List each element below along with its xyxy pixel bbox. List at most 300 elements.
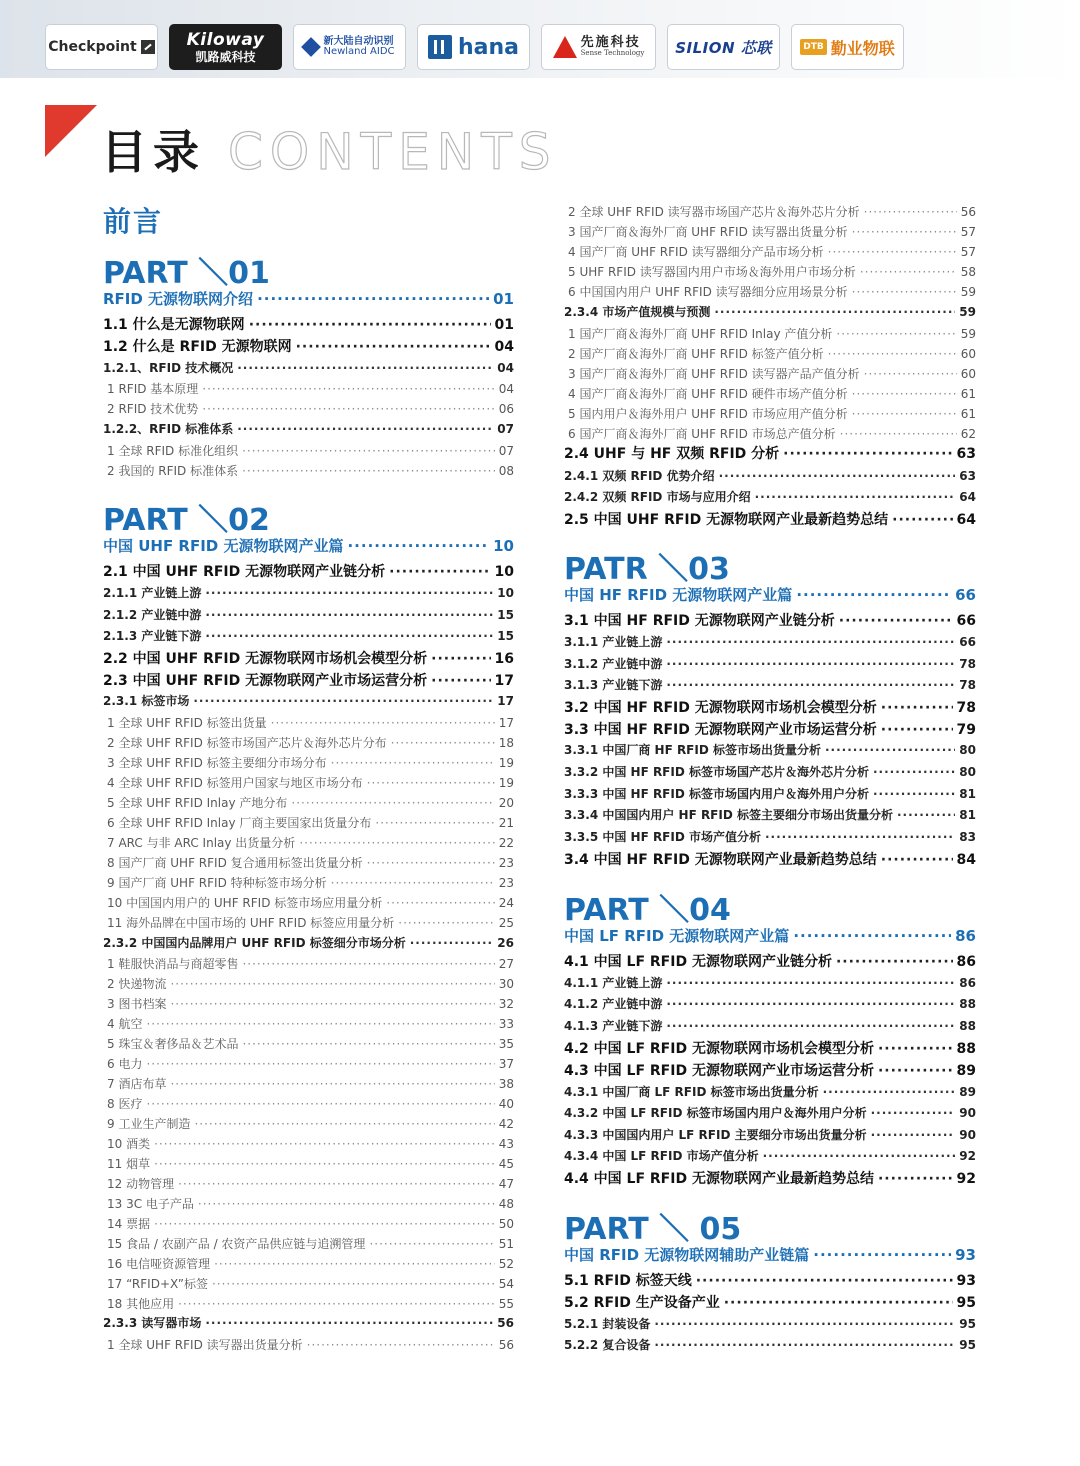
dot-leader [257, 289, 489, 309]
toc-entry[interactable] [103, 1155, 514, 1173]
toc-entry[interactable] [564, 1336, 976, 1354]
toc-entry-title: 1.2 什么是 RFID 无源物联网 [103, 339, 292, 355]
toc-entry-page: 19 [498, 776, 514, 790]
toc-entry-page: 16 [494, 651, 514, 667]
toc-entry[interactable] [564, 995, 976, 1013]
toc-entry[interactable] [103, 649, 514, 669]
toc-entry-title: 2 我国的 RFID 标准体系 [107, 464, 239, 478]
toc-entry[interactable] [103, 794, 514, 812]
dot-leader [178, 1295, 495, 1313]
toc-entry-title: 16 电信哑资源管理 [107, 1257, 211, 1271]
part-02-number: PART ＼02 [103, 503, 270, 538]
toc-entry-page: 50 [498, 1217, 514, 1231]
dot-leader [193, 692, 493, 710]
toc-entry[interactable] [103, 874, 514, 892]
dot-leader [796, 585, 951, 605]
dot-leader [873, 763, 955, 781]
toc-entry[interactable] [564, 785, 976, 803]
toc-entry-title: 4.2 中国 LF RFID 无源物联网市场机会模型分析 [564, 1041, 874, 1057]
toc-entry-title: 4.4 中国 LF RFID 无源物联网产业最新趋势总结 [564, 1171, 874, 1187]
dot-leader [878, 1039, 953, 1059]
toc-entry-page: 22 [498, 836, 514, 850]
toc-entry[interactable] [564, 741, 976, 759]
dot-leader [714, 303, 955, 321]
toc-entry-title: 6 全球 UHF RFID Inlay 厂商主要国家出货量分布 [107, 816, 372, 830]
dot-leader [836, 952, 953, 972]
toc-entry-title: 3.1.2 产业链中游 [564, 657, 663, 671]
dot-leader [367, 854, 495, 872]
dot-leader [299, 834, 494, 852]
toc-entry[interactable] [103, 606, 514, 624]
toc-entry-title: 3.3.3 中国 HF RFID 标签市场国内用户＆海外用户分析 [564, 787, 869, 801]
toc-entry-page: 80 [959, 765, 976, 779]
part-05-number: PART ＼ 05 [564, 1212, 742, 1247]
toc-entry-title: 1.2.2、RFID 标准体系 [103, 422, 234, 436]
dot-leader [296, 337, 491, 357]
toc-entry-page: 15 [497, 608, 514, 622]
kiloway-logo-cn: 凯路威科技 [195, 49, 256, 64]
toc-entry-page: 32 [498, 997, 514, 1011]
toc-entry[interactable] [103, 1095, 514, 1113]
toc-entry-page: 88 [959, 997, 976, 1011]
toc-entry[interactable] [103, 975, 514, 993]
dot-leader [852, 223, 957, 241]
toc-entry-title: 2.3.3 读写器市场 [103, 1316, 202, 1330]
toc-entry[interactable] [564, 806, 976, 824]
toc-entry-title: 2 全球 UHF RFID 标签市场国产芯片＆海外芯片分布 [107, 736, 387, 750]
toc-entry[interactable] [564, 1039, 976, 1059]
dot-leader [871, 1126, 956, 1144]
toc-entry[interactable] [564, 720, 976, 740]
dot-leader [331, 754, 495, 772]
dot-leader [242, 462, 495, 480]
part-03-number: PATR ＼03 [564, 552, 730, 587]
dot-leader [666, 655, 955, 673]
toc-entry-title: 2.4.2 双频 RFID 市场与应用介绍 [564, 490, 751, 504]
sense-logo-cn: 先施科技 [580, 35, 641, 50]
toc-entry[interactable] [564, 676, 976, 694]
toc-entry-page: 95 [959, 1317, 976, 1331]
toc-entry-page: 21 [498, 816, 514, 830]
toc-entry-page: 56 [960, 205, 976, 219]
toc-entry[interactable] [564, 611, 976, 631]
part-02-page: 10 [493, 537, 514, 555]
toc-entry-title: 4.3.4 中国 LF RFID 市场产值分析 [564, 1149, 759, 1163]
toc-entry[interactable] [103, 1135, 514, 1153]
toc-entry[interactable] [103, 1235, 514, 1253]
toc-entry-title: 1 RFID 基本原理 [107, 382, 199, 396]
part-04-number: PART ＼04 [564, 893, 731, 928]
newland-diamond-icon [302, 37, 322, 57]
part-02-subtitle[interactable] [103, 536, 514, 556]
toc-entry[interactable] [564, 467, 976, 485]
dot-leader [864, 365, 957, 383]
toc-entry-page: 35 [498, 1037, 514, 1051]
toc-entry-page: 27 [498, 957, 514, 971]
toc-entry[interactable] [103, 584, 514, 602]
toc-entry-page: 15 [497, 629, 514, 643]
toc-entry[interactable] [564, 488, 976, 506]
toc-entry[interactable] [103, 774, 514, 792]
toc-entry[interactable] [564, 263, 976, 281]
toc-entry[interactable] [564, 1147, 976, 1165]
toc-entry[interactable] [103, 671, 514, 691]
toc-entry-page: 06 [498, 402, 514, 416]
toc-entry-page: 90 [959, 1106, 976, 1120]
toc-entry[interactable] [564, 243, 976, 261]
toc-entry-page: 84 [956, 852, 976, 868]
toc-entry-title: 3.2 中国 HF RFID 无源物联网市场机会模型分析 [564, 700, 877, 716]
toc-entry[interactable] [564, 763, 976, 781]
toc-entry-title: 4 国产厂商＆海外厂商 UHF RFID 硬件市场产值分析 [568, 387, 848, 401]
dot-leader [765, 828, 955, 846]
preface-heading[interactable]: 前言 [103, 205, 164, 238]
toc-entry-page: 92 [959, 1149, 976, 1163]
dot-leader [154, 1135, 495, 1153]
toc-entry-title: 5.1 RFID 标签天线 [564, 1273, 692, 1289]
toc-entry-title: 1 全球 UHF RFID 读写器出货量分析 [107, 1338, 303, 1352]
toc-entry-page: 20 [498, 796, 514, 810]
toc-entry-title: 2.3.1 标签市场 [103, 694, 190, 708]
toc-entry-title: 11 烟草 [107, 1157, 151, 1171]
toc-entry[interactable] [103, 1015, 514, 1033]
toc-entry-title: 3.3 中国 HF RFID 无源物联网产业市场运营分析 [564, 722, 877, 738]
dot-leader [813, 1245, 951, 1265]
toc-entry[interactable] [564, 325, 976, 343]
hana-mark-icon [428, 35, 452, 59]
toc-entry-title: 7 酒店布草 [107, 1077, 167, 1091]
toc-entry-title: 17 “RFID+X”标签 [107, 1277, 208, 1291]
toc-entry[interactable] [103, 955, 514, 973]
toc-entry[interactable] [564, 283, 976, 301]
toc-entry-page: 64 [959, 490, 976, 504]
toc-entry[interactable] [103, 814, 514, 832]
dot-leader [852, 405, 957, 423]
toc-entry-page: 89 [959, 1085, 976, 1099]
dot-leader [666, 995, 955, 1013]
toc-entry[interactable] [103, 834, 514, 852]
toc-entry[interactable] [564, 405, 976, 423]
dot-leader [828, 345, 957, 363]
toc-entry[interactable] [564, 1271, 976, 1291]
toc-entry-title: 12 动物管理 [107, 1177, 175, 1191]
dot-leader [892, 510, 952, 530]
part-05-subtitle[interactable] [564, 1245, 976, 1265]
newland-logo-en: Newland AIDC [323, 46, 395, 57]
dot-leader [763, 1147, 956, 1165]
toc-entry-title: 2 全球 UHF RFID 读写器市场国产芯片＆海外芯片分析 [568, 205, 860, 219]
toc-entry-title: 9 国产厂商 UHF RFID 特种标签市场分析 [107, 876, 327, 890]
toc-entry[interactable] [564, 365, 976, 383]
toc-entry-title: 2.1 中国 UHF RFID 无源物联网产业链分析 [103, 564, 386, 580]
dot-leader [696, 1271, 953, 1291]
hana-logo-text: hana [457, 34, 519, 60]
toc-entry[interactable] [564, 698, 976, 718]
toc-entry-page: 92 [956, 1171, 976, 1187]
dot-leader [170, 995, 494, 1013]
toc-entry[interactable] [103, 359, 514, 377]
toc-entry-page: 19 [498, 756, 514, 770]
toc-entry[interactable] [564, 1315, 976, 1333]
toc-entry-title: 3.1.3 产业链下游 [564, 678, 663, 692]
toc-entry-page: 81 [959, 808, 976, 822]
toc-entry-title: 1 全球 RFID 标准化组织 [107, 444, 239, 458]
part-01-number: PART ＼01 [103, 256, 270, 291]
dot-leader [212, 1275, 495, 1293]
toc-entry-title: 4.1.3 产业链下游 [564, 1019, 663, 1033]
toc-entry[interactable] [103, 754, 514, 772]
toc-entry-title: 5.2.2 复合设备 [564, 1338, 651, 1352]
toc-entry[interactable] [103, 1175, 514, 1193]
toc-entry-title: 1 国产厂商＆海外厂商 UHF RFID Inlay 产值分析 [568, 327, 833, 341]
toc-entry-page: 54 [498, 1277, 514, 1291]
toc-entry-page: 18 [498, 736, 514, 750]
dot-leader [724, 1293, 953, 1313]
dot-leader [410, 934, 494, 952]
toc-entry[interactable] [103, 462, 514, 480]
toc-entry-page: 56 [498, 1338, 514, 1352]
dot-leader [307, 1336, 495, 1354]
toc-entry[interactable] [103, 562, 514, 582]
toc-entry-page: 66 [959, 635, 976, 649]
toc-entry[interactable] [103, 1195, 514, 1213]
toc-entry-title: 3 国产厂商＆海外厂商 UHF RFID 读写器产品产值分析 [568, 367, 860, 381]
dot-leader [871, 1104, 956, 1122]
dot-leader [719, 467, 956, 485]
toc-entry-title: 3.1 中国 HF RFID 无源物联网产业链分析 [564, 613, 835, 629]
part-04-subtitle[interactable] [564, 926, 976, 946]
toc-entry-page: 52 [498, 1257, 514, 1271]
toc-entry-page: 07 [497, 422, 514, 436]
dot-leader [431, 649, 490, 669]
toc-entry[interactable] [103, 894, 514, 912]
toc-entry-page: 43 [498, 1137, 514, 1151]
checkpoint-logo [45, 24, 158, 70]
kiloway-logo [169, 24, 282, 70]
toc-entry-page: 95 [956, 1295, 976, 1311]
toc-entry-page: 61 [960, 407, 976, 421]
toc-entry[interactable] [103, 627, 514, 645]
dot-leader [202, 400, 494, 418]
toc-entry-page: 89 [956, 1063, 976, 1079]
toc-entry-title: 3.3.4 中国国内用户 HF RFID 标签主要细分市场出货量分析 [564, 808, 893, 822]
toc-entry[interactable] [564, 203, 976, 221]
toc-entry[interactable] [103, 714, 514, 732]
toc-entry-title: 4 国产厂商 UHF RFID 读写器细分产品市场分析 [568, 245, 824, 259]
toc-entry-title: 4 全球 UHF RFID 标签用户国家与地区市场分布 [107, 776, 363, 790]
dot-leader [666, 633, 955, 651]
dot-leader [170, 975, 494, 993]
toc-entry[interactable] [564, 1126, 976, 1144]
toc-entry-page: 83 [959, 830, 976, 844]
toc-entry[interactable] [103, 1215, 514, 1233]
toc-entry-title: 2.4.1 双频 RFID 优势介绍 [564, 469, 715, 483]
toc-entry[interactable] [103, 1115, 514, 1133]
toc-entry[interactable] [564, 425, 976, 443]
toc-entry[interactable] [103, 914, 514, 932]
dot-leader [431, 671, 490, 691]
dot-leader [178, 1175, 495, 1193]
dot-leader [881, 698, 953, 718]
toc-entry[interactable] [564, 952, 976, 972]
dot-leader [783, 444, 952, 464]
page-title-en: CONTENTS [228, 123, 558, 181]
part-01-subtitle-label: RFID 无源物联网介绍 [103, 290, 254, 308]
toc-entry[interactable] [564, 850, 976, 870]
toc-entry[interactable] [103, 1314, 514, 1332]
dot-leader [154, 1215, 495, 1233]
dot-leader [242, 442, 495, 460]
dot-leader [823, 1083, 956, 1101]
dot-leader [666, 676, 955, 694]
checkpoint-logo-text: Checkpoint [48, 39, 137, 55]
dot-leader [836, 325, 956, 343]
toc-entry[interactable] [103, 1075, 514, 1093]
toc-entry[interactable] [564, 385, 976, 403]
dot-leader [654, 1336, 955, 1354]
toc-entry[interactable] [103, 337, 514, 357]
toc-entry-title: 15 食品 / 农副产品 / 农资产品供应链与追溯管理 [107, 1237, 366, 1251]
dot-leader [860, 263, 957, 281]
silion-logo-text: SILION 芯联 [675, 38, 772, 57]
toc-entry-page: 60 [960, 347, 976, 361]
toc-entry[interactable] [103, 854, 514, 872]
toc-entry-page: 93 [956, 1273, 976, 1289]
toc-entry-title: 1.2.1、RFID 技术概况 [103, 361, 234, 375]
toc-entry-title: 2 快递物流 [107, 977, 167, 991]
toc-entry[interactable] [103, 1055, 514, 1073]
part-04-subtitle-label: 中国 LF RFID 无源物联网产业篇 [564, 927, 790, 945]
toc-entry[interactable] [564, 1083, 976, 1101]
toc-entry-title: 18 其他应用 [107, 1297, 175, 1311]
toc-entry[interactable] [564, 510, 976, 530]
toc-entry-title: 1 鞋服快消品与商超零售 [107, 957, 239, 971]
page-title: 目录 [101, 125, 205, 179]
toc-entry-page: 64 [956, 512, 976, 528]
toc-entry[interactable] [564, 1061, 976, 1081]
toc-entry[interactable] [103, 1295, 514, 1313]
toc-entry-title: 14 票据 [107, 1217, 151, 1231]
toc-entry-title: 2.3.4 市场产值规模与预测 [564, 305, 711, 319]
dot-leader [347, 536, 489, 556]
toc-entry-page: 01 [494, 317, 514, 333]
toc-entry-page: 45 [498, 1157, 514, 1171]
dot-leader [146, 1095, 494, 1113]
toc-entry-page: 58 [960, 265, 976, 279]
toc-entry[interactable] [103, 934, 514, 952]
dot-leader [291, 794, 494, 812]
toc-entry[interactable] [103, 692, 514, 710]
toc-entry[interactable] [103, 380, 514, 398]
dtb-badge: DTB [800, 39, 826, 55]
kiloway-logo-en: Kiloway [186, 29, 265, 50]
toc-entry-title: 3 全球 UHF RFID 标签主要细分市场分布 [107, 756, 327, 770]
toc-entry-title: 3 国产厂商＆海外厂商 UHF RFID 读写器出货量分析 [568, 225, 848, 239]
dot-leader [897, 806, 955, 824]
toc-entry-page: 40 [498, 1097, 514, 1111]
toc-entry-page: 30 [498, 977, 514, 991]
toc-entry[interactable] [103, 442, 514, 460]
hana-logo [417, 24, 530, 70]
dot-leader [852, 385, 957, 403]
toc-entry[interactable] [564, 633, 976, 651]
toc-entry[interactable] [564, 345, 976, 363]
toc-entry[interactable] [103, 315, 514, 335]
toc-entry-title: 1 全球 UHF RFID 标签出货量 [107, 716, 267, 730]
toc-entry[interactable] [564, 974, 976, 992]
toc-entry[interactable] [103, 400, 514, 418]
toc-entry[interactable] [564, 828, 976, 846]
toc-entry[interactable] [564, 1104, 976, 1122]
dot-leader [389, 562, 490, 582]
toc-entry-title: 2.1.1 产业链上游 [103, 586, 202, 600]
dot-leader [825, 741, 955, 759]
toc-entry-title: 2 国产厂商＆海外厂商 UHF RFID 标签产值分析 [568, 347, 824, 361]
part-03-subtitle-label: 中国 HF RFID 无源物联网产业篇 [564, 586, 793, 604]
dot-leader [154, 1155, 495, 1173]
dtb-logo [791, 24, 904, 70]
toc-entry[interactable] [564, 223, 976, 241]
dot-leader [146, 1015, 494, 1033]
toc-entry-title: 3.3.2 中国 HF RFID 标签市场国产芯片＆海外芯片分析 [564, 765, 869, 779]
toc-entry[interactable] [564, 1293, 976, 1313]
toc-entry[interactable] [564, 303, 976, 321]
toc-entry[interactable] [103, 1275, 514, 1293]
toc-entry[interactable] [103, 420, 514, 438]
toc-entry[interactable] [103, 734, 514, 752]
toc-entry-title: 3.1.1 产业链上游 [564, 635, 663, 649]
dot-leader [242, 1035, 494, 1053]
part-01-page: 01 [493, 290, 514, 308]
toc-entry[interactable] [564, 444, 976, 464]
dot-leader [205, 627, 493, 645]
part-01-subtitle[interactable] [103, 289, 514, 309]
toc-entry-page: 51 [498, 1237, 514, 1251]
partner-logo-strip [0, 0, 1080, 78]
part-03-subtitle[interactable] [564, 585, 976, 605]
dot-leader [237, 359, 493, 377]
toc-entry-page: 10 [494, 564, 514, 580]
dot-leader [386, 894, 494, 912]
toc-entry[interactable] [103, 1255, 514, 1273]
toc-entry[interactable] [564, 1017, 976, 1035]
toc-entry-title: 6 电力 [107, 1057, 143, 1071]
dtb-logo-text: 勤业物联 [830, 38, 895, 58]
part-02-subtitle-label: 中国 UHF RFID 无源物联网产业篇 [103, 537, 344, 555]
dot-leader [198, 1195, 495, 1213]
toc-entry[interactable] [103, 995, 514, 1013]
toc-entry-page: 86 [959, 976, 976, 990]
dot-leader [331, 874, 495, 892]
toc-entry-title: 13 3C 电子产品 [107, 1197, 194, 1211]
toc-entry-page: 79 [956, 722, 976, 738]
toc-entry-title: 8 医疗 [107, 1097, 143, 1111]
toc-entry[interactable] [103, 1336, 514, 1354]
dot-leader [755, 488, 956, 506]
toc-entry[interactable] [564, 655, 976, 673]
toc-entry[interactable] [564, 1169, 976, 1189]
toc-entry-title: 5 珠宝＆奢侈品＆艺术品 [107, 1037, 239, 1051]
toc-entry-page: 04 [498, 382, 514, 396]
checkpoint-mark-icon [141, 40, 155, 54]
toc-entry-page: 63 [959, 469, 976, 483]
dot-leader [205, 1314, 493, 1332]
silion-logo [667, 24, 780, 70]
toc-entry-title: 5 全球 UHF RFID Inlay 产地分布 [107, 796, 288, 810]
toc-entry-page: 95 [959, 1338, 976, 1352]
toc-entry[interactable] [103, 1035, 514, 1053]
toc-entry-title: 4.3 中国 LF RFID 无源物联网产业市场运营分析 [564, 1063, 874, 1079]
